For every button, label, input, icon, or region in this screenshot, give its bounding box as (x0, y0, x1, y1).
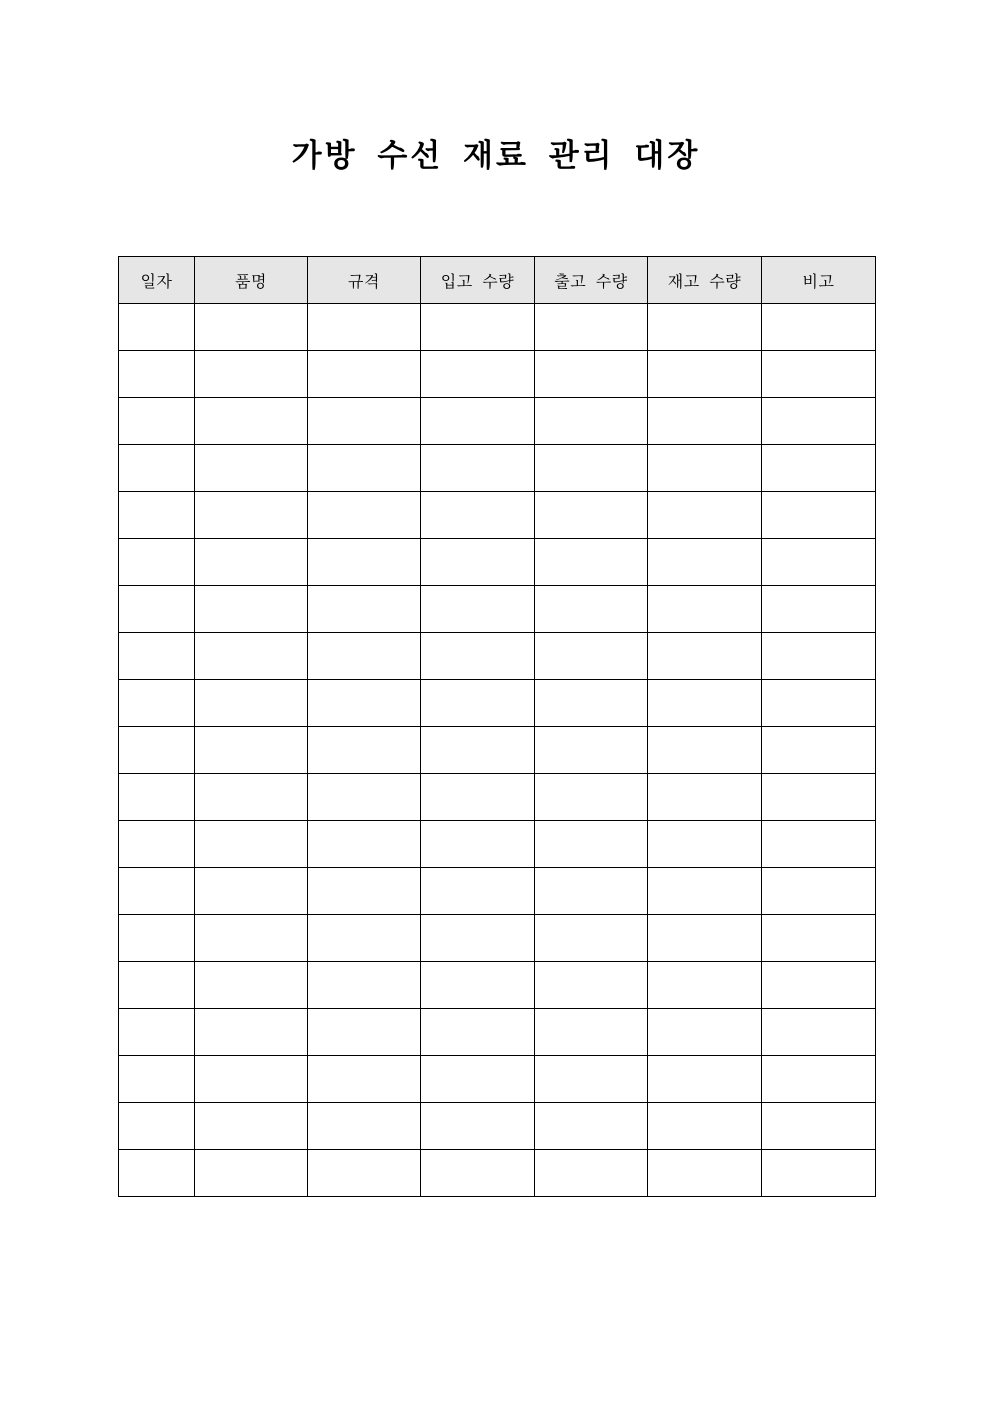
table-row (119, 727, 876, 774)
cell-remarks[interactable] (762, 962, 876, 1009)
cell-stock-qty[interactable] (648, 492, 762, 539)
cell-stock-qty[interactable] (648, 962, 762, 1009)
column-header-stock-qty: 재고 수량 (648, 257, 762, 304)
cell-date[interactable] (119, 1150, 195, 1197)
cell-stock-qty[interactable] (648, 586, 762, 633)
cell-remarks[interactable] (762, 774, 876, 821)
cell-remarks[interactable] (762, 304, 876, 351)
cell-received-qty[interactable] (421, 727, 535, 774)
cell-item-name[interactable] (195, 962, 308, 1009)
cell-item-name[interactable] (195, 445, 308, 492)
cell-stock-qty[interactable] (648, 445, 762, 492)
table-row (119, 1009, 876, 1056)
cell-issued-qty[interactable] (535, 1103, 648, 1150)
cell-item-name[interactable] (195, 1103, 308, 1150)
cell-item-name[interactable] (195, 774, 308, 821)
cell-item-name[interactable] (195, 586, 308, 633)
cell-remarks[interactable] (762, 727, 876, 774)
cell-spec[interactable] (308, 774, 421, 821)
cell-stock-qty[interactable] (648, 868, 762, 915)
table-row (119, 868, 876, 915)
cell-date[interactable] (119, 586, 195, 633)
cell-remarks[interactable] (762, 915, 876, 962)
column-header-item-name: 품명 (195, 257, 308, 304)
table-row (119, 1056, 876, 1103)
cell-received-qty[interactable] (421, 398, 535, 445)
cell-issued-qty[interactable] (535, 1009, 648, 1056)
cell-received-qty[interactable] (421, 1056, 535, 1103)
cell-spec[interactable] (308, 351, 421, 398)
cell-spec[interactable] (308, 492, 421, 539)
cell-remarks[interactable] (762, 821, 876, 868)
cell-remarks[interactable] (762, 398, 876, 445)
cell-spec[interactable] (308, 1009, 421, 1056)
cell-received-qty[interactable] (421, 351, 535, 398)
cell-date[interactable] (119, 727, 195, 774)
cell-spec[interactable] (308, 868, 421, 915)
column-header-date: 일자 (119, 257, 195, 304)
cell-issued-qty[interactable] (535, 821, 648, 868)
cell-issued-qty[interactable] (535, 774, 648, 821)
cell-issued-qty[interactable] (535, 539, 648, 586)
cell-item-name[interactable] (195, 304, 308, 351)
cell-item-name[interactable] (195, 1009, 308, 1056)
cell-spec[interactable] (308, 304, 421, 351)
cell-stock-qty[interactable] (648, 727, 762, 774)
cell-item-name[interactable] (195, 1056, 308, 1103)
cell-remarks[interactable] (762, 680, 876, 727)
cell-issued-qty[interactable] (535, 868, 648, 915)
cell-received-qty[interactable] (421, 774, 535, 821)
cell-remarks[interactable] (762, 351, 876, 398)
cell-remarks[interactable] (762, 633, 876, 680)
cell-spec[interactable] (308, 680, 421, 727)
cell-stock-qty[interactable] (648, 821, 762, 868)
cell-date[interactable] (119, 821, 195, 868)
cell-date[interactable] (119, 1103, 195, 1150)
materials-ledger-table (118, 256, 876, 1197)
cell-stock-qty[interactable] (648, 680, 762, 727)
table-row (119, 962, 876, 1009)
cell-issued-qty[interactable] (535, 680, 648, 727)
table-row (119, 351, 876, 398)
cell-stock-qty[interactable] (648, 774, 762, 821)
table-row (119, 398, 876, 445)
cell-spec[interactable] (308, 1103, 421, 1150)
cell-remarks[interactable] (762, 1056, 876, 1103)
cell-remarks[interactable] (762, 586, 876, 633)
table-row (119, 539, 876, 586)
cell-stock-qty[interactable] (648, 398, 762, 445)
cell-item-name[interactable] (195, 727, 308, 774)
table-row (119, 445, 876, 492)
cell-received-qty[interactable] (421, 821, 535, 868)
cell-received-qty[interactable] (421, 445, 535, 492)
cell-issued-qty[interactable] (535, 915, 648, 962)
cell-date[interactable] (119, 398, 195, 445)
cell-stock-qty[interactable] (648, 351, 762, 398)
cell-received-qty[interactable] (421, 304, 535, 351)
cell-issued-qty[interactable] (535, 304, 648, 351)
cell-spec[interactable] (308, 398, 421, 445)
cell-date[interactable] (119, 539, 195, 586)
cell-item-name[interactable] (195, 633, 308, 680)
cell-item-name[interactable] (195, 398, 308, 445)
cell-received-qty[interactable] (421, 586, 535, 633)
cell-remarks[interactable] (762, 492, 876, 539)
cell-spec[interactable] (308, 1150, 421, 1197)
table-row (119, 633, 876, 680)
cell-date[interactable] (119, 680, 195, 727)
cell-spec[interactable] (308, 727, 421, 774)
cell-stock-qty[interactable] (648, 1103, 762, 1150)
cell-spec[interactable] (308, 633, 421, 680)
cell-received-qty[interactable] (421, 680, 535, 727)
cell-stock-qty[interactable] (648, 1150, 762, 1197)
table-row (119, 680, 876, 727)
column-header-remarks: 비고 (762, 257, 876, 304)
cell-item-name[interactable] (195, 868, 308, 915)
table-row (119, 1150, 876, 1197)
cell-date[interactable] (119, 774, 195, 821)
cell-received-qty[interactable] (421, 1150, 535, 1197)
cell-received-qty[interactable] (421, 868, 535, 915)
cell-issued-qty[interactable] (535, 445, 648, 492)
cell-issued-qty[interactable] (535, 351, 648, 398)
cell-received-qty[interactable] (421, 492, 535, 539)
cell-date[interactable] (119, 1009, 195, 1056)
cell-stock-qty[interactable] (648, 1056, 762, 1103)
table-row (119, 821, 876, 868)
cell-remarks[interactable] (762, 868, 876, 915)
cell-spec[interactable] (308, 915, 421, 962)
cell-spec[interactable] (308, 445, 421, 492)
cell-spec[interactable] (308, 962, 421, 1009)
cell-issued-qty[interactable] (535, 586, 648, 633)
column-header-spec: 규격 (308, 257, 421, 304)
cell-received-qty[interactable] (421, 633, 535, 680)
cell-item-name[interactable] (195, 539, 308, 586)
cell-received-qty[interactable] (421, 1103, 535, 1150)
cell-date[interactable] (119, 1056, 195, 1103)
cell-item-name[interactable] (195, 915, 308, 962)
table-row (119, 1103, 876, 1150)
table-row (119, 492, 876, 539)
cell-stock-qty[interactable] (648, 1009, 762, 1056)
cell-date[interactable] (119, 962, 195, 1009)
cell-item-name[interactable] (195, 351, 308, 398)
cell-issued-qty[interactable] (535, 727, 648, 774)
cell-item-name[interactable] (195, 1150, 308, 1197)
cell-issued-qty[interactable] (535, 1056, 648, 1103)
cell-date[interactable] (119, 304, 195, 351)
cell-date[interactable] (119, 445, 195, 492)
cell-spec[interactable] (308, 1056, 421, 1103)
table-body (119, 304, 876, 1197)
table-row (119, 915, 876, 962)
cell-stock-qty[interactable] (648, 539, 762, 586)
cell-remarks[interactable] (762, 1150, 876, 1197)
cell-spec[interactable] (308, 539, 421, 586)
page-title: 가방 수선 재료 관리 대장 (291, 138, 701, 174)
cell-issued-qty[interactable] (535, 633, 648, 680)
cell-received-qty[interactable] (421, 539, 535, 586)
cell-issued-qty[interactable] (535, 492, 648, 539)
cell-remarks[interactable] (762, 1009, 876, 1056)
cell-date[interactable] (119, 351, 195, 398)
table-row (119, 304, 876, 351)
cell-date[interactable] (119, 915, 195, 962)
cell-received-qty[interactable] (421, 915, 535, 962)
cell-spec[interactable] (308, 821, 421, 868)
cell-remarks[interactable] (762, 445, 876, 492)
cell-date[interactable] (119, 492, 195, 539)
cell-stock-qty[interactable] (648, 633, 762, 680)
table-row (119, 586, 876, 633)
column-header-received-qty: 입고 수량 (421, 257, 535, 304)
cell-remarks[interactable] (762, 539, 876, 586)
cell-remarks[interactable] (762, 1103, 876, 1150)
cell-item-name[interactable] (195, 680, 308, 727)
cell-stock-qty[interactable] (648, 915, 762, 962)
cell-item-name[interactable] (195, 821, 308, 868)
cell-received-qty[interactable] (421, 962, 535, 1009)
cell-issued-qty[interactable] (535, 1150, 648, 1197)
cell-stock-qty[interactable] (648, 304, 762, 351)
cell-date[interactable] (119, 868, 195, 915)
cell-date[interactable] (119, 633, 195, 680)
cell-issued-qty[interactable] (535, 398, 648, 445)
cell-spec[interactable] (308, 586, 421, 633)
table-header-row (119, 257, 876, 304)
column-header-issued-qty: 출고 수량 (535, 257, 648, 304)
cell-received-qty[interactable] (421, 1009, 535, 1056)
cell-item-name[interactable] (195, 492, 308, 539)
cell-issued-qty[interactable] (535, 962, 648, 1009)
table-row (119, 774, 876, 821)
